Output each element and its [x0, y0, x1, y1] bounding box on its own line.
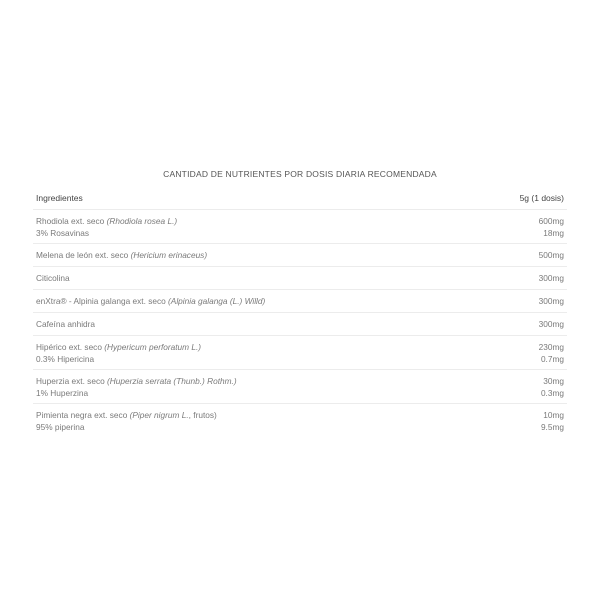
table-row [33, 210, 567, 244]
ingredient-name: Cafeína anhidra [36, 319, 96, 329]
ingredient-sub-name: 1% Huperzina [36, 388, 89, 398]
nutrition-table [33, 165, 567, 437]
ingredient-name: Melena de león ext. seco (Hericium erinaceus) [36, 250, 208, 260]
ingredient-sub-amount: 0.7mg [540, 354, 564, 364]
ingredient-sub-amount: 18mg [543, 228, 564, 238]
table-row [33, 244, 567, 267]
ingredient-amount: 500mg [538, 250, 564, 260]
ingredient-name: Rhodiola ext. seco (Rhodiola rosea L.) [36, 216, 178, 226]
ingredient-amount: 300mg [538, 273, 564, 283]
ingredient-amount: 300mg [538, 296, 564, 306]
table-title: CANTIDAD DE NUTRIENTES POR DOSIS DIARIA RECOMENDADA [163, 169, 437, 179]
table-row [33, 267, 567, 290]
table-row [33, 336, 567, 370]
ingredient-amount: 600mg [538, 216, 564, 226]
ingredient-name: Hipérico ext. seco (Hypericum perforatum L.) [36, 342, 202, 352]
table-header [33, 187, 567, 210]
table-row [33, 404, 567, 437]
ingredient-amount: 10mg [543, 410, 564, 420]
ingredient-name: Citicolina [36, 273, 70, 283]
ingredient-name: Huperzia ext. seco (Huperzia serrata (Thunb.) Rothm.) [36, 376, 237, 386]
ingredient-name: Pimienta negra ext. seco (Piper nigrum L., frutos) [36, 410, 217, 420]
ingredient-amount: 30mg [543, 376, 564, 386]
header-ingredients: Ingredientes [36, 193, 83, 203]
table-row [33, 313, 567, 336]
ingredient-amount: 300mg [538, 319, 564, 329]
ingredient-sub-name: 95% piperina [36, 422, 85, 432]
table-row [33, 370, 567, 404]
ingredient-sub-name: 3% Rosavinas [36, 228, 90, 238]
ingredient-amount: 230mg [538, 342, 564, 352]
ingredient-sub-amount: 0.3mg [540, 388, 564, 398]
header-dose: 5g (1 dosis) [519, 193, 564, 203]
ingredient-name: enXtra® - Alpinia galanga ext. seco (Alpinia galanga (L.) Willd) [36, 296, 266, 306]
table-row [33, 290, 567, 313]
ingredient-sub-name: 0.3% Hipericina [36, 354, 95, 364]
ingredient-sub-amount: 9.5mg [540, 422, 564, 432]
